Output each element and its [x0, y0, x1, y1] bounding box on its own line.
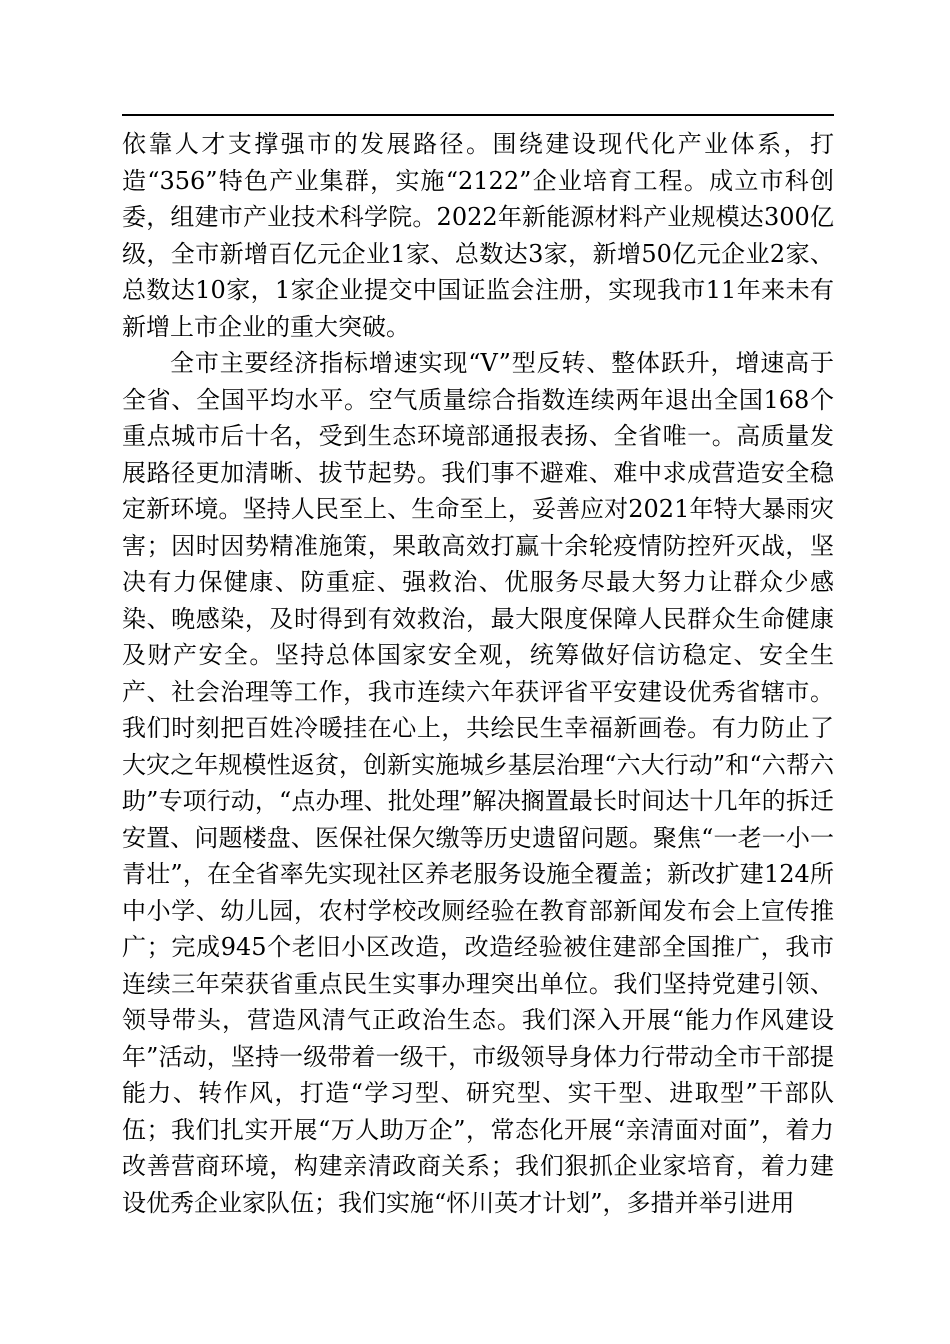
paragraph-2: 全市主要经济指标增速实现“V”型反转、整体跃升，增速高于全省、全国平均水平。空气质量综合指数连续两年退出全国168个重点城市后十名，受到生态环境部通报表扬、全省唯一。高质量发展路径更加清晰、拔节起势。我们事不避难、难中求成营造安全稳定新环境。坚持人民至上、生命至上，妥善应对2021年特大暴雨灾害；因时因势精准施策，果敢高效打赢十余轮疫情防控歼灭战，坚决有力保健康、防重症、强救治、优服务尽最大努力让群众少感染、晚感染，及时得到有效救治，最大限度保障人民群众生命健康及财产安全。坚持总体国家安全观，统筹做好信访稳定、安全生产、社会治理等工作，我市连续六年获评省平安建设优秀省辖市。我们时刻把百姓冷暖挂在心上，共绘民生幸福新画卷。有力防止了大灾之年规模性返贫，创新实施城乡基层治理“六大行动”和“六帮六助”专项行动，“点办理、批处理”解决搁置最长时间达十几年的拆迁安置、问题楼盘、医保社保欠缴等历史遗留问题。聚焦“一老一小一青壮”，在全省率先实现社区养老服务设施全覆盖；新改扩建124所中小学、幼儿园，农村学校改厕经验在教育部新闻发布会上宣传推广；完成945个老旧小区改造，改造经验被住建部全国推广，我市连续三年荣获省重点民生实事办理突出单位。我们坚持党建引领、领导带头，营造风清气正政治生态。我们深入开展“能力作风建设年”活动，坚持一级带着一级干，市级领导身体力行带动全市干部提能力、转作风，打造“学习型、研究型、实干型、进取型”干部队伍；我们扎实开展“万人助万企”，常态化开展“亲清面对面”，着力改善营商环境，构建亲清政商关系；我们狠抓企业家培育，着力建设优秀企业家队伍；我们实施“怀川英才计划”，多措并举引进用 — [122, 349, 834, 1217]
paragraph-1: 依靠人才支撑强市的发展路径。围绕建设现代化产业体系，打造“356”特色产业集群，实施“2122”企业培育工程。成立市科创委，组建市产业技术科学院。2022年新能源材料产业规模达300亿级，全市新增百亿元企业1家、总数达3家，新增50亿元企业2家、总数达10家，1家企业提交中国证监会注册，实现我市11年来未有新增上市企业的重大突破。 — [122, 130, 834, 341]
body-text — [122, 126, 834, 1221]
header-rule — [122, 114, 834, 116]
